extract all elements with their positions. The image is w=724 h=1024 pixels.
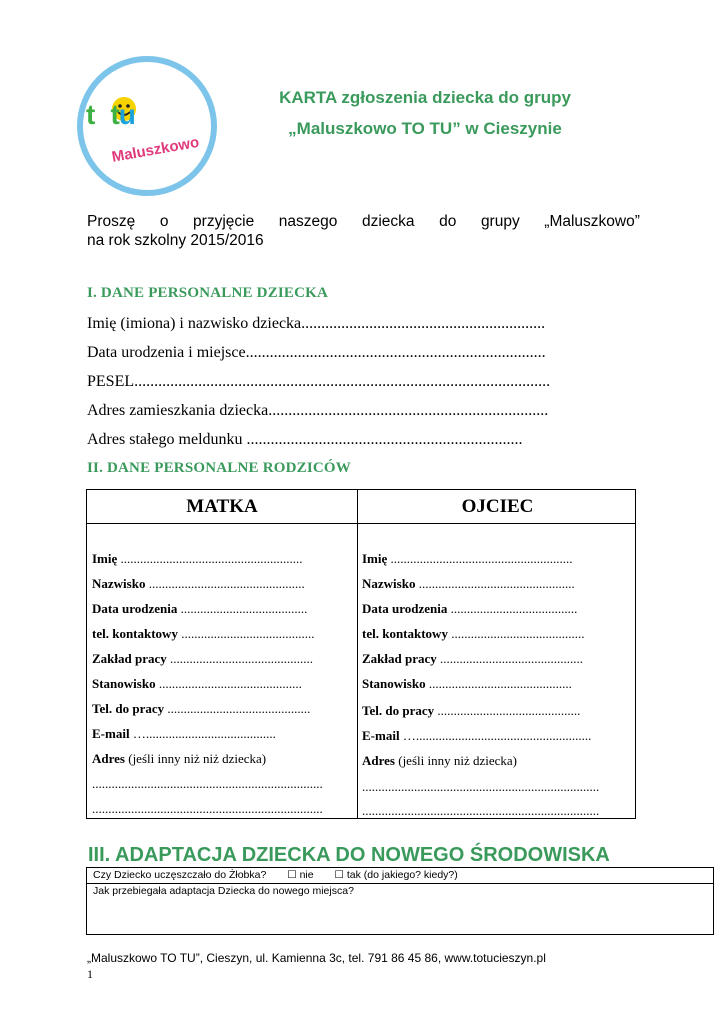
intro-word: o <box>159 213 169 230</box>
mother-column-heading: MATKA <box>186 496 258 517</box>
adaptation-box <box>86 867 714 935</box>
mother-address-line[interactable]: ....................................................................... <box>92 776 323 791</box>
mother-position-field[interactable]: Stanowisko ............................................ <box>92 676 302 691</box>
mother-birth-date-field[interactable]: Data urodzenia ....................................... <box>92 601 308 616</box>
mother-work-phone-field[interactable]: Tel. do pracy ............................................ <box>92 701 311 716</box>
mother-workplace-field[interactable]: Zakład pracy ............................................ <box>92 651 314 666</box>
mother-address-line[interactable]: ....................................................................... <box>92 801 323 816</box>
father-birth-date-field[interactable]: Data urodzenia ....................................... <box>362 601 578 616</box>
child-birth-field[interactable]: Data urodzenia i miejsce........................................................................... <box>87 344 546 361</box>
adaptation-question[interactable]: Jak przebiegała adaptacja Dziecka do nowego miejsca? <box>93 885 354 897</box>
table-header-divider <box>87 523 635 524</box>
section2-heading: II. DANE PERSONALNE RODZICÓW <box>87 460 351 476</box>
father-address-label: Adres (jeśli inny niż dziecka) <box>362 753 517 768</box>
section3-heading: III. ADAPTACJA DZIECKA DO NOWEGO ŚRODOWISKA <box>88 844 610 866</box>
father-first-name-field[interactable]: Imię ........................................................ <box>362 551 573 566</box>
adaptation-box-divider <box>87 883 713 884</box>
father-email-field[interactable]: E-mail …...................................................... <box>362 728 592 743</box>
father-phone-field[interactable]: tel. kontaktowy ......................................... <box>362 626 585 641</box>
mother-last-name-field[interactable]: Nazwisko ................................................ <box>92 576 305 591</box>
intro-word: dziecka <box>361 213 415 230</box>
father-position-field[interactable]: Stanowisko ............................................ <box>362 676 572 691</box>
father-last-name-field[interactable]: Nazwisko ................................................ <box>362 576 575 591</box>
logo-word-maluszkowo: Maluszkowo <box>110 133 201 166</box>
totu-maluszkowo-logo <box>76 55 218 197</box>
intro-paragraph <box>87 212 640 250</box>
footer-address: „Maluszkowo TO TU”, Cieszyn, ul. Kamienna 3c, tel. 791 86 45 86, www.totucieszyn.pl <box>87 951 546 965</box>
form-title-line1: KARTA zgłoszenia dziecka do grupy <box>279 88 571 107</box>
father-work-phone-field[interactable]: Tel. do pracy ............................................ <box>362 703 581 718</box>
intro-line2: na rok szkolny 2015/2016 <box>87 232 264 249</box>
mother-first-name-field[interactable]: Imię ........................................................ <box>92 551 303 566</box>
intro-word: do <box>439 213 457 230</box>
intro-word: przyjęcie <box>193 213 255 230</box>
nursery-question: Czy Dziecko uczęszczało do Żłobka? <box>93 869 267 881</box>
child-pesel-field[interactable]: PESEL........................................................................................................ <box>87 373 551 390</box>
page-number: 1 <box>87 967 93 981</box>
parents-table <box>86 489 636 819</box>
intro-word: grupy <box>480 213 520 230</box>
father-column-heading: OJCIEC <box>461 496 534 517</box>
intro-word: „Maluszkowo” <box>544 213 640 230</box>
child-address-field[interactable]: Adres zamieszkania dziecka...................................................................... <box>87 402 549 419</box>
option-yes-checkbox[interactable]: ☐ tak (do jakiego? kiedy?) <box>334 869 458 881</box>
father-address-line[interactable]: ......................................................................... <box>362 803 600 818</box>
child-registered-address-field[interactable]: Adres stałego meldunku ..................................................................... <box>87 431 523 448</box>
mother-email-field[interactable]: E-mail …........................................ <box>92 726 276 741</box>
logo-wordmark: t tu <box>86 99 135 130</box>
intro-word: naszego <box>278 213 338 230</box>
form-title-line2: „Maluszkowo TO TU” w Cieszynie <box>288 119 562 138</box>
section1-heading: I. DANE PERSONALNE DZIECKA <box>87 285 329 301</box>
nursery-question-row <box>93 869 458 881</box>
intro-word: Proszę <box>87 213 136 230</box>
father-workplace-field[interactable]: Zakład pracy ............................................ <box>362 651 584 666</box>
father-address-line[interactable]: ......................................................................... <box>362 779 600 794</box>
option-no-checkbox[interactable]: ☐ nie <box>287 869 314 881</box>
option-no-label: nie <box>299 869 314 881</box>
mother-phone-field[interactable]: tel. kontaktowy ......................................... <box>92 626 315 641</box>
option-yes-label: tak (do jakiego? kiedy?) <box>346 869 458 881</box>
table-column-divider <box>357 490 358 818</box>
mother-address-label: Adres (jeśli inny niż niż dziecka) <box>92 751 267 766</box>
intro-line1 <box>87 212 640 231</box>
child-name-field[interactable]: Imię (imiona) i nazwisko dziecka............................................................. <box>87 315 546 332</box>
